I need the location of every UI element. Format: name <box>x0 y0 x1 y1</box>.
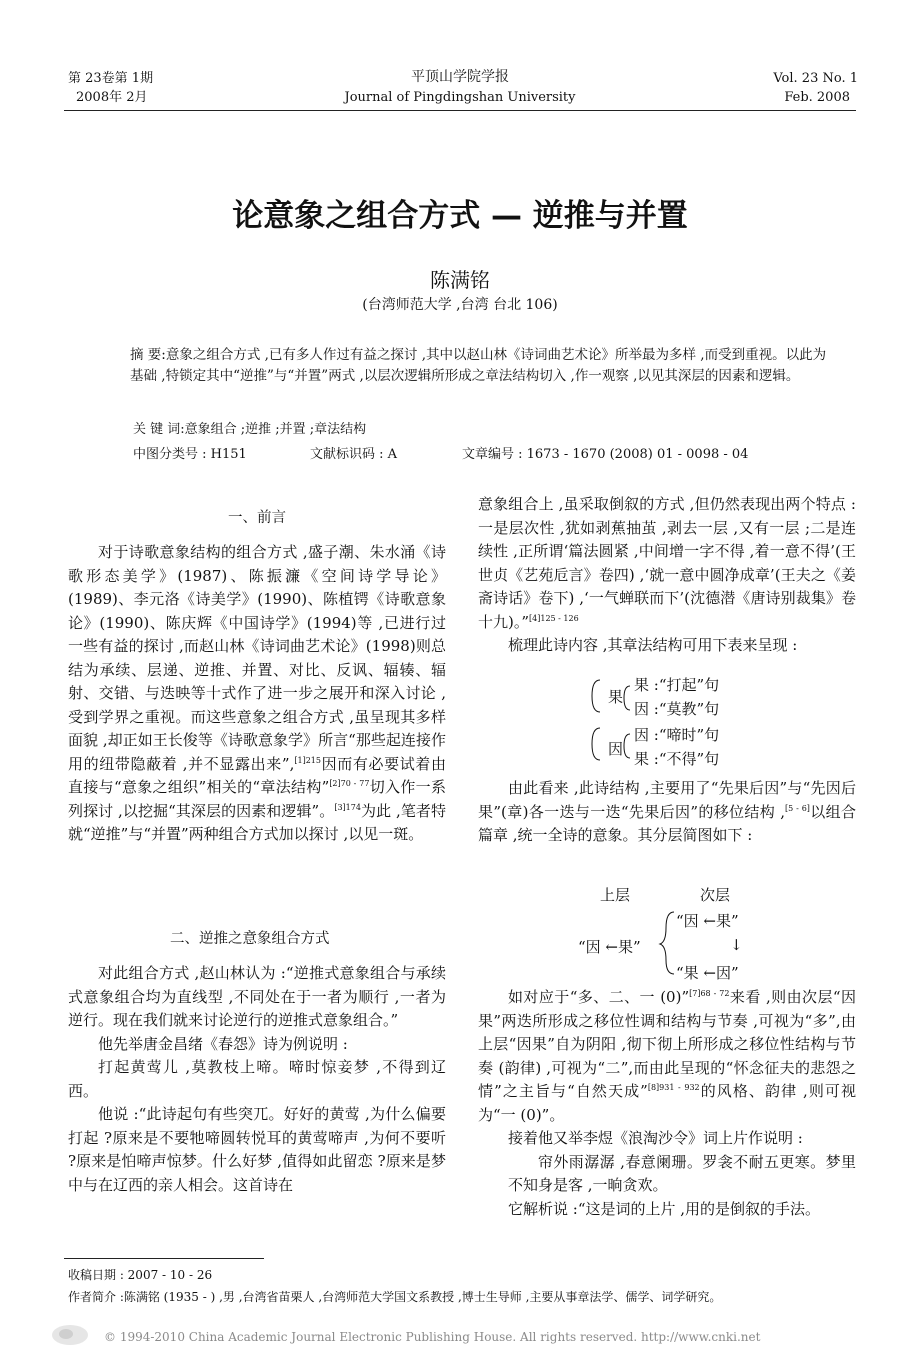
paragraph: 他先举唐金昌绪《春怨》诗为例说明 : <box>98 1034 348 1053</box>
received-date: 收稿日期 : 2007 - 10 - 26 <box>68 1268 213 1282</box>
author-affiliation: (台湾师范大学 ,台湾 台北 106) <box>362 297 558 313</box>
author-name: 陈满铭 <box>430 268 490 292</box>
clc-number: 中图分类号 : H151 <box>133 447 247 462</box>
abstract-text: :意象之组合方式 ,已有多人作过有益之探讨 ,其中以赵山林《诗词曲艺术论》所举最为多样 ,而受到重视。以此为基础 ,特锁定其中“逆推”与“并置”两式 ,以层次逻辑所形成之章法结构切入 ,作一观察 ,以见其深层的因素和逻辑。 <box>130 347 827 384</box>
bracket-main-top <box>592 680 600 712</box>
header-date: 2008年 2月 <box>76 90 148 105</box>
paragraph-text: 由此看来 ,此诗结构 ,主要用了“先果后因”与“先因后果”(章)各一迭与一迭“先果后因”的移位结构 , <box>478 779 856 821</box>
structure-line-1: 果 :“打起”句 <box>634 676 720 694</box>
keywords-label: 关 键 词 <box>133 422 181 437</box>
paragraph-text: 的风格、韵律 ,则可视为“一 (0)”。 <box>478 1082 856 1124</box>
arrow-down-icon: ↓ <box>730 936 743 954</box>
bracket-sub-top <box>624 686 630 710</box>
paragraph-text: 因而有必要试着由直接与“意象之组织”相关的“章法结构” <box>68 754 446 796</box>
page-title: 论意象之组合方式 — 逆推与并置 <box>232 198 688 234</box>
paragraph-text: 为此 ,笔者特就“逆推”与“并置”两种组合方式加以探讨 ,以见一斑。 <box>68 801 447 843</box>
paragraph <box>478 777 856 848</box>
header-rule <box>64 110 856 111</box>
author-bio: 作者简介 :陈满铭 (1935 - ) ,男 ,台湾省苗栗人 ,台湾师范大学国文系教授 ,博士生导师 ,主要从事章法学、儒学、词学研究。 <box>68 1290 722 1304</box>
paragraph-text: 切入作一系列探讨 ,以挖掘“其深层的因素和逻辑”。 <box>68 778 446 820</box>
left-column-body <box>68 541 446 847</box>
citation: [4]125 - 126 <box>529 613 579 623</box>
bracket-sub-bottom <box>624 734 630 758</box>
structure-line-2: 因 :“莫教”句 <box>634 700 720 718</box>
header-journal-en: Journal of Pingdingshan University <box>344 90 576 105</box>
paragraph <box>478 986 856 1127</box>
paragraph <box>478 493 856 634</box>
left-column-body-2 <box>68 962 446 1197</box>
citation: [7]68 - 72 <box>689 989 730 998</box>
layer-upper-label: 上层 <box>600 886 631 904</box>
keywords <box>133 418 366 437</box>
right-column-body <box>478 493 856 658</box>
header-volume-en: Vol. 23 No. 1 <box>773 71 858 86</box>
paragraph: 它解析说 :“这是词的上片 ,用的是倒叙的手法。 <box>508 1199 821 1218</box>
poem-quote: 打起黄莺儿 ,莫教枝上啼。啼时惊妾梦 ,不得到辽西。 <box>68 1058 446 1100</box>
structure-yin: 因 <box>608 740 624 758</box>
header-journal-cn: 平顶山学院学报 <box>411 69 509 85</box>
poem-quote: 帘外雨潺潺 ,春意阑珊。罗衾不耐五更寒。梦里不知身是客 ,一晌贪欢。 <box>508 1152 856 1194</box>
right-column-body-2 <box>478 777 856 848</box>
footnote-rule <box>64 1258 264 1259</box>
paragraph <box>68 541 446 847</box>
section-heading-intro: 一、前言 <box>228 510 286 526</box>
layer-top-pair: “因 ←果” <box>676 912 739 930</box>
paragraph-text: 来看 ,则由次层“因果”两迭所形成之移位性调和结构与节奏 ,可视为“多”,由上层“因果”自为阴阳 ,彻下彻上所形成之移位性结构与节奏 (韵律) ,可视为“二”,而由此呈现的“怀念征夫的悲怨之情”之主旨与“自然天成” <box>478 988 856 1100</box>
layer-lower-label: 次层 <box>700 886 731 904</box>
header-volume: 第 23卷第 1期 <box>68 71 154 86</box>
copyright-line: © 1994-2010 China Academic Journal Electronic Publishing House. All rights reserved. http://www.cnki.net <box>104 1330 761 1344</box>
citation: [2]70 - 77 <box>329 779 370 788</box>
paragraph-text: 意象组合上 ,虽采取倒叙的方式 ,但仍然表现出两个特点 :一是层次性 ,犹如剥蕉抽茧 ,剥去一层 ,又有一层 ;二是连续性 ,正所谓‘篇法圆紧 ,中间增一字不得 ,着一意不得’(王世贞《艺苑卮言》卷四) ,‘就一意中圆净成章’(王夫之《姜斋诗话》卷下) ,‘一气蝉联而下’(沈德潜《唐诗别裁集》卷十九)。” <box>478 495 856 631</box>
bracket-main-bottom <box>592 728 600 760</box>
citation: [3]174 <box>334 802 361 812</box>
paragraph: 对此组合方式 ,赵山林认为 :“逆推式意象组合与承续式意象组合均为直线型 ,不同处在于一者为顺行 ,一者为逆行。现在我们就来讨论逆行的逆推式意象组合。” <box>68 964 446 1029</box>
section-heading-inversion: 二、逆推之意象组合方式 <box>170 931 330 947</box>
citation: [1]215 <box>294 755 321 765</box>
abstract-label: 摘 要 <box>130 347 162 363</box>
layer-bracket-path <box>660 912 674 974</box>
structure-diagram <box>590 676 790 772</box>
cnki-logo <box>50 1322 90 1348</box>
abstract <box>130 345 830 387</box>
structure-line-4: 果 :“不得”句 <box>634 750 720 768</box>
citation: [8]931 - 932 <box>647 1083 700 1092</box>
layer-diagram <box>570 884 790 984</box>
structure-guo: 果 <box>608 688 624 706</box>
cnki-logo-icon <box>50 1322 90 1348</box>
citation: [5 - 6] <box>785 803 810 813</box>
paragraph: 梳理此诗内容 ,其章法结构可用下表来呈现 : <box>508 636 798 654</box>
paragraph-text: 如对应于“多、二、一 (0)” <box>508 988 690 1006</box>
document-code: 文献标识码 : A <box>310 447 398 462</box>
right-column-body-3 <box>478 986 856 1221</box>
article-number: 文章编号 : 1673 - 1670 (2008) 01 - 0098 - 04 <box>462 447 749 462</box>
header-date-en: Feb. 2008 <box>784 90 850 105</box>
paragraph-text: 以组合篇章 ,统一全诗的意象。其分层简图如下 : <box>478 802 856 844</box>
paragraph: 接着他又举李煜《浪淘沙令》词上片作说明 : <box>508 1129 803 1147</box>
paragraph-text: 对于诗歌意象结构的组合方式 ,盛子潮、朱水涌《诗歌形态美学》(1987)、陈振濂《空间诗学导论》(1989)、李元洛《诗美学》(1990)、陈植锷《诗歌意象论》(1990)、陈庆辉《中国诗学》(1994)等 ,已进行过一些有益的探讨 ,而赵山林《诗词曲艺术论》(1998)则总结为承续、层递、逆推、并置、对比、反讽、辐辏、辐射、交错、与迭映等十式作了进一步之展开和深入讨论 ,受到学界之重视。而这些意象之组合方式 ,虽呈现其多样面貌 ,却正如王长俊等《诗歌意象学》所言“那些起连接作用的纽带隐蔽着 ,并不显露出来”, <box>68 543 446 773</box>
layer-bottom-pair: “果 ←因” <box>676 964 739 982</box>
layer-left-pair: “因 ←果” <box>578 938 641 956</box>
structure-line-3: 因 :“啼时”句 <box>634 726 720 744</box>
keywords-text: :意象组合 ;逆推 ;并置 ;章法结构 <box>180 422 367 437</box>
paragraph: 他说 :“此诗起句有些突兀。好好的黄莺 ,为什么偏要打起 ?原来是不要牠啼圆转悦耳的黄莺啼声 ,为何不要听 ?原来是怕啼声惊梦。什么好梦 ,值得如此留恋 ?原来是梦中与在辽西的亲人相会。这首诗在 <box>68 1105 446 1194</box>
